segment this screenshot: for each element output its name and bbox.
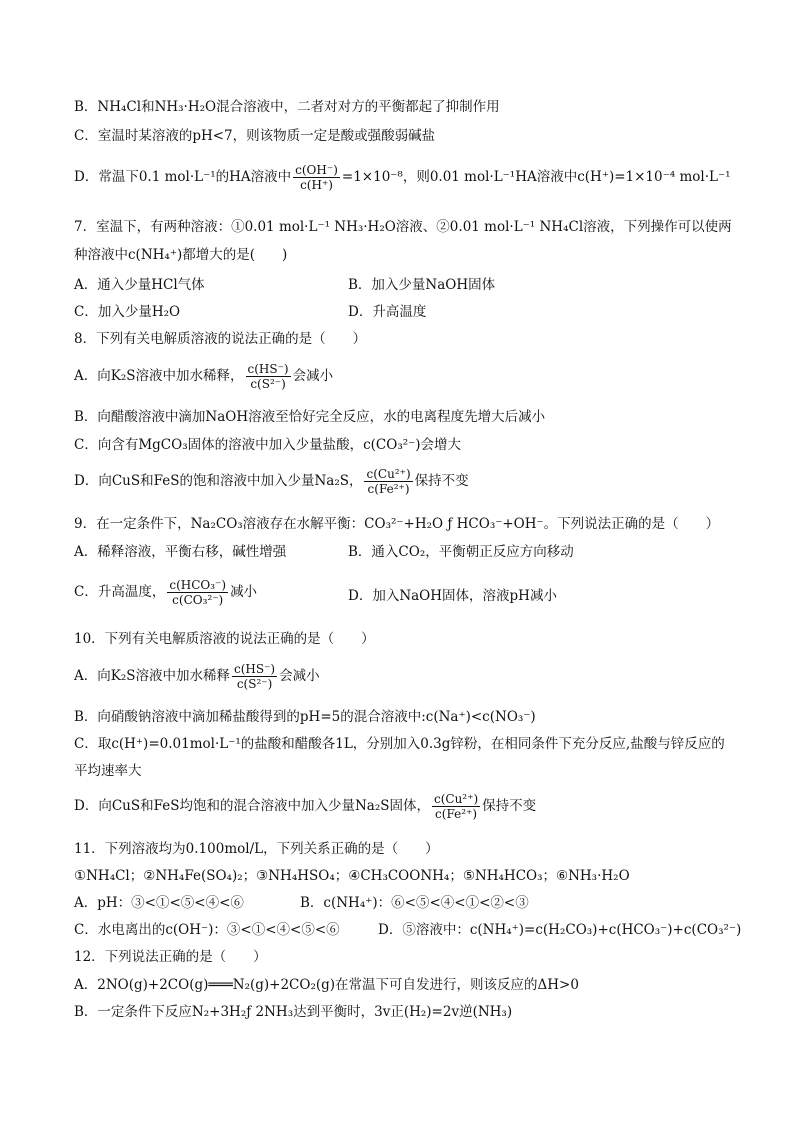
q12-option-a: A．2NO(g)+2CO(g)═══N₂(g)+2CO₂(g)在常温下可自发进行，则该反应的ΔH>0 bbox=[74, 977, 579, 993]
fraction-cu-fe bbox=[432, 792, 480, 821]
q12-stem: 12．下列说法正确的是（ ） bbox=[74, 949, 267, 965]
line-c-ph: C．室温时某溶液的pH<7，则该物质一定是酸或强酸弱碱盐 bbox=[74, 128, 436, 144]
q11-option-a: A．pH：③<①<⑤<④<⑥ bbox=[74, 895, 244, 911]
q7-option-d: D．升高温度 bbox=[348, 304, 427, 320]
q11-option-c: C．水电离出的c(OH⁻)：③<①<④<⑤<⑥ bbox=[74, 922, 340, 938]
q8-stem: 8．下列有关电解质溶液的说法正确的是（ ） bbox=[74, 331, 367, 347]
fraction-den: c(S²⁻) bbox=[236, 677, 273, 691]
line-d-ha-b: =1×10⁻⁸，则0.01 mol·L⁻¹HA溶液中c(H⁺)=1×10⁻⁴ mol·L⁻¹ bbox=[341, 169, 731, 185]
line-b-nh4cl: B．NH₄Cl和NH₃·H₂O混合溶液中，二者对对方的平衡都起了抑制作用 bbox=[74, 99, 500, 115]
q10-option-c-2: 平均速率大 bbox=[74, 763, 142, 779]
fraction-hco3-co3 bbox=[167, 578, 228, 607]
fraction-den: c(S²⁻) bbox=[250, 377, 286, 391]
fraction-den: c(Fe²⁺) bbox=[367, 482, 410, 496]
fraction-oh-h bbox=[293, 163, 340, 192]
line-d-ha-a: D．常温下0.1 mol·L⁻¹的HA溶液中 bbox=[74, 169, 292, 185]
fraction-num: c(OH⁻) bbox=[295, 163, 338, 177]
q11-list: ①NH₄Cl；②NH₄Fe(SO₄)₂；③NH₄HSO₄；④CH₃COONH₄；⑤NH₄HCO₃；⑥NH₃·H₂O bbox=[74, 868, 630, 884]
q10-option-d bbox=[74, 792, 734, 821]
q8-option-d bbox=[74, 467, 734, 496]
line-d-ha bbox=[74, 163, 734, 192]
q9-option-d: D．加入NaOH固体，溶液pH减小 bbox=[348, 588, 557, 604]
fraction-num: c(HS⁻) bbox=[247, 362, 289, 376]
q8-option-a-tail: 会减小 bbox=[292, 368, 334, 384]
fraction-hs-s bbox=[232, 662, 277, 691]
q10-option-c-1: C．取c(H⁺)=0.01mol·L⁻¹的盐酸和醋酸各1L，分别加入0.3g锌粉，在相同条件下充分反应,盐酸与锌反应的 bbox=[74, 736, 725, 752]
q8-option-a-text: A．向K₂S溶液中加水稀释， bbox=[74, 368, 244, 384]
q7-option-c: C．加入少量H₂O bbox=[74, 304, 181, 320]
fraction-num: c(Cu²⁺) bbox=[366, 467, 411, 481]
q11-option-d: D．⑤溶液中：c(NH₄⁺)=c(H₂CO₃)+c(HCO₃⁻)+c(CO₃²⁻) bbox=[378, 922, 742, 938]
q9-stem: 9．在一定条件下，Na₂CO₃溶液存在水解平衡：CO₃²⁻+H₂O ƒ HCO₃⁻+OH⁻。下列说法正确的是（ ） bbox=[74, 516, 720, 532]
q8-option-a bbox=[74, 362, 734, 391]
q9-option-c-text: C．升高温度， bbox=[74, 584, 166, 600]
fraction-hs-s bbox=[246, 362, 291, 391]
q11-stem: 11．下列溶液均为0.100mol/L，下列关系正确的是（ ） bbox=[74, 841, 439, 857]
q7-stem-2: 种溶液中c(NH₄⁺)都增大的是( ) bbox=[74, 247, 288, 263]
q7-option-a: A．通入少量HCl气体 bbox=[74, 277, 205, 293]
q11-option-b: B．c(NH₄⁺)：⑥<⑤<④<①<②<③ bbox=[300, 895, 529, 911]
q7-option-b: B．加入少量NaOH固体 bbox=[348, 277, 496, 293]
fraction-num: c(HCO₃⁻) bbox=[169, 578, 227, 592]
q10-option-a bbox=[74, 662, 734, 691]
q10-option-a-text: A．向K₂S溶液中加水稀释 bbox=[74, 668, 230, 684]
q10-option-b: B．向硝酸钠溶液中滴加稀盐酸得到的pH=5的混合溶液中:c(Na⁺)<c(NO₃⁻) bbox=[74, 709, 536, 725]
q8-option-d-text: D．向CuS和FeS的饱和溶液中加入少量Na₂S， bbox=[74, 473, 363, 489]
q7-stem-1: 7．室温下，有两种溶液：①0.01 mol·L⁻¹ NH₃·H₂O溶液、②0.01 mol·L⁻¹ NH₄Cl溶液，下列操作可以使两 bbox=[74, 219, 732, 235]
q9-option-b: B．通入CO₂，平衡朝正反应方向移动 bbox=[348, 544, 574, 560]
q10-option-d-text: D．向CuS和FeS均饱和的混合溶液中加入少量Na₂S固体， bbox=[74, 798, 430, 814]
fraction-cu-fe bbox=[364, 467, 412, 496]
q9-option-c-tail: 减小 bbox=[230, 584, 258, 600]
q8-option-c: C．向含有MgCO₃固体的溶液中加入少量盐酸，c(CO₃²⁻)会增大 bbox=[74, 437, 462, 453]
fraction-den: c(H⁺) bbox=[300, 178, 333, 192]
fraction-den: c(CO₃²⁻) bbox=[172, 593, 224, 607]
q8-option-b: B．向醋酸溶液中滴加NaOH溶液至恰好完全反应，水的电离程度先增大后减小 bbox=[74, 409, 546, 425]
q10-stem: 10．下列有关电解质溶液的说法正确的是（ ） bbox=[74, 631, 375, 647]
q9-option-c bbox=[74, 578, 257, 607]
q10-option-d-tail: 保持不变 bbox=[482, 798, 537, 814]
q10-option-a-tail: 会减小 bbox=[279, 668, 320, 684]
fraction-num: c(Cu²⁺) bbox=[433, 792, 479, 806]
fraction-num: c(HS⁻) bbox=[234, 662, 276, 676]
q8-option-d-tail: 保持不变 bbox=[414, 473, 469, 489]
q12-option-b: B．一定条件下反应N₂+3H₂ƒ 2NH₃达到平衡时，3v正(H₂)=2v逆(NH₃) bbox=[74, 1004, 513, 1020]
q9-option-a: A．稀释溶液，平衡右移，碱性增强 bbox=[74, 544, 287, 560]
fraction-den: c(Fe²⁺) bbox=[435, 807, 478, 821]
